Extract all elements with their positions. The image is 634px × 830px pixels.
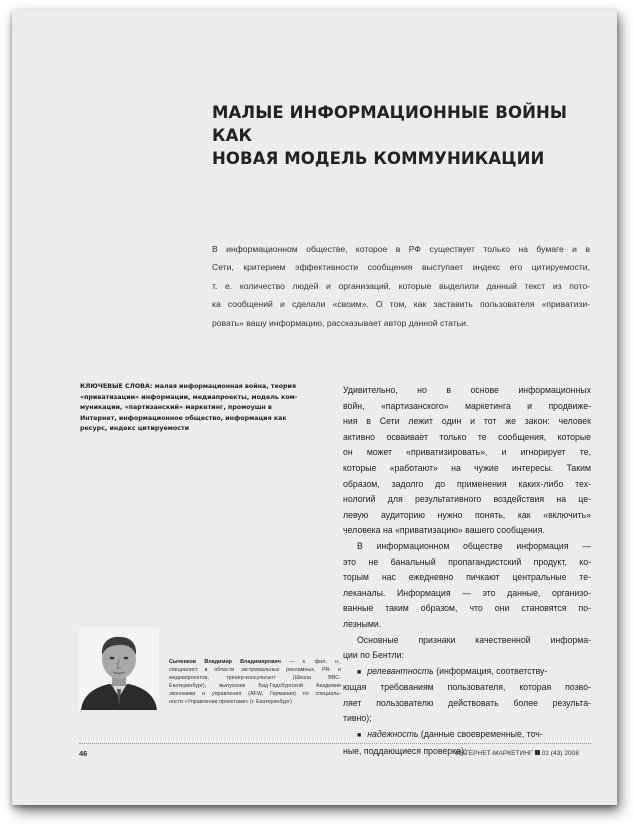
- body-line: которые «работают» на чужие интересы. Таким: [343, 462, 591, 473]
- body-line: Основные признаки качественной информа-: [357, 634, 591, 645]
- article-title: [212, 101, 592, 170]
- author-photo: [79, 627, 159, 710]
- body-line: лезными.: [343, 618, 382, 629]
- body-line: ванные таким образом, что они становятся по-: [343, 603, 591, 614]
- body-line: ции по Бентли:: [343, 650, 404, 661]
- body-line: торым нас ежедневно пичкают центральные те-: [343, 572, 591, 583]
- author-bio: [169, 658, 341, 707]
- body-line: человека на «приватизацию» вашего сообщения.: [343, 525, 545, 536]
- bullet-text: (данные своевременные, точ-: [418, 729, 543, 740]
- body-line: ные, поддающиеся проверке);: [343, 745, 467, 756]
- body-line: образом, задолго до применения каких-либо тех-: [343, 478, 591, 489]
- lead-line: Сети, критерием эффективности сообщения выступает индекс его цитируемости,: [212, 262, 590, 273]
- lead-line: т. е. количество людей и организаций, которые выделили данный текст из пото-: [212, 280, 590, 291]
- title-line: НОВАЯ МОДЕЛЬ КОММУНИКАЦИИ: [212, 149, 545, 168]
- bullet-term: надежность: [367, 729, 419, 740]
- body-line: левую аудиторию нужно понять, как «включить»: [343, 509, 591, 520]
- keywords-line: муникации, «партизанский» маркетинг, промоушн в: [80, 404, 272, 412]
- keywords: [80, 382, 350, 435]
- author-degree: — к. фил. н.,: [280, 659, 341, 665]
- bullet-text: (информация, соответству-: [433, 665, 548, 676]
- lead-line: ровать» вашу информацию, рассказывает автор данной статьи.: [212, 317, 469, 328]
- footer-divider: [79, 743, 591, 744]
- body-line: он может «приватизировать», и игнорирует те,: [343, 447, 591, 458]
- author-bio-line: [169, 658, 341, 666]
- keywords-line: КЛЮЧЕВЫЕ СЛОВА: малая информационная война, теория: [80, 383, 297, 390]
- body-line: Удивительно, но в основе информационных: [343, 385, 591, 395]
- journal-page: [12, 10, 617, 805]
- author-bio-line: экономики и управления (AFW, Германия) по специаль-: [169, 691, 341, 698]
- author-bio-line: ности «Управление проектами» (г. Екатеринбург): [169, 699, 292, 706]
- bullet-term: релевантность: [367, 665, 434, 676]
- body-line: тивно);: [343, 713, 372, 724]
- square-bullet-icon: [535, 750, 540, 755]
- keywords-line: ресурс, индекс цитируемости: [80, 425, 190, 433]
- keywords-line: «приватизации» информации, медиапроекты, модель ком-: [80, 393, 298, 401]
- bullet-item-relevance: [343, 664, 591, 681]
- body-line: ющая требованиям пользователя, которая позво-: [343, 682, 591, 693]
- keywords-line: Интернет, информационное общество, информация как: [80, 414, 287, 422]
- page-number: 46: [79, 749, 88, 758]
- author-bio-line: Екатеринбург), выпускник Бад-Гадсбургской Академии: [169, 683, 341, 690]
- body-line: нологий для результативного воздействия на це-: [343, 494, 591, 505]
- article-body: [343, 383, 591, 759]
- title-line: МАЛЫЕ ИНФОРМАЦИОННЫЕ ВОЙНЫ КАК: [212, 103, 568, 145]
- journal-issue: 01 (43) 2008: [541, 750, 579, 757]
- journal-name: ИНТЕРНЕТ-МАРКЕТИНГ: [455, 750, 533, 757]
- body-line: леканалы. Информация — это данные, организо-: [343, 587, 591, 598]
- lead-line: ка сообщений и сделали «своим». О том, как заставить пользователя «приватизи-: [212, 299, 590, 310]
- body-line: войн, «партизанского» маркетинга и продвиже-: [343, 400, 591, 411]
- bullet-item-reliability: [343, 727, 591, 744]
- journal-footer: [455, 750, 579, 757]
- article-lead: [212, 240, 590, 332]
- author-bio-line: специалист в области экстремальных рекламных, PR- и: [169, 667, 341, 674]
- body-line: это не банальный пропагандистский продукт, ко-: [343, 556, 591, 567]
- author-bio-line: медиапроектов, тренер-консультант (Школа ВВС-: [169, 675, 341, 682]
- lead-line: В информационном обществе, которое в РФ существует только на бумаге и в: [212, 244, 590, 254]
- body-line: активно осваивает только те сообщения, которые: [343, 431, 591, 442]
- body-line: ния в Сети лежит один и тот же закон: человек: [343, 416, 591, 427]
- author-name: Сыченков Владимир Владимирович: [169, 659, 281, 665]
- body-line: В информационном обществе информация —: [357, 540, 591, 551]
- body-line: ляет пользователю действовать более результа-: [343, 697, 591, 708]
